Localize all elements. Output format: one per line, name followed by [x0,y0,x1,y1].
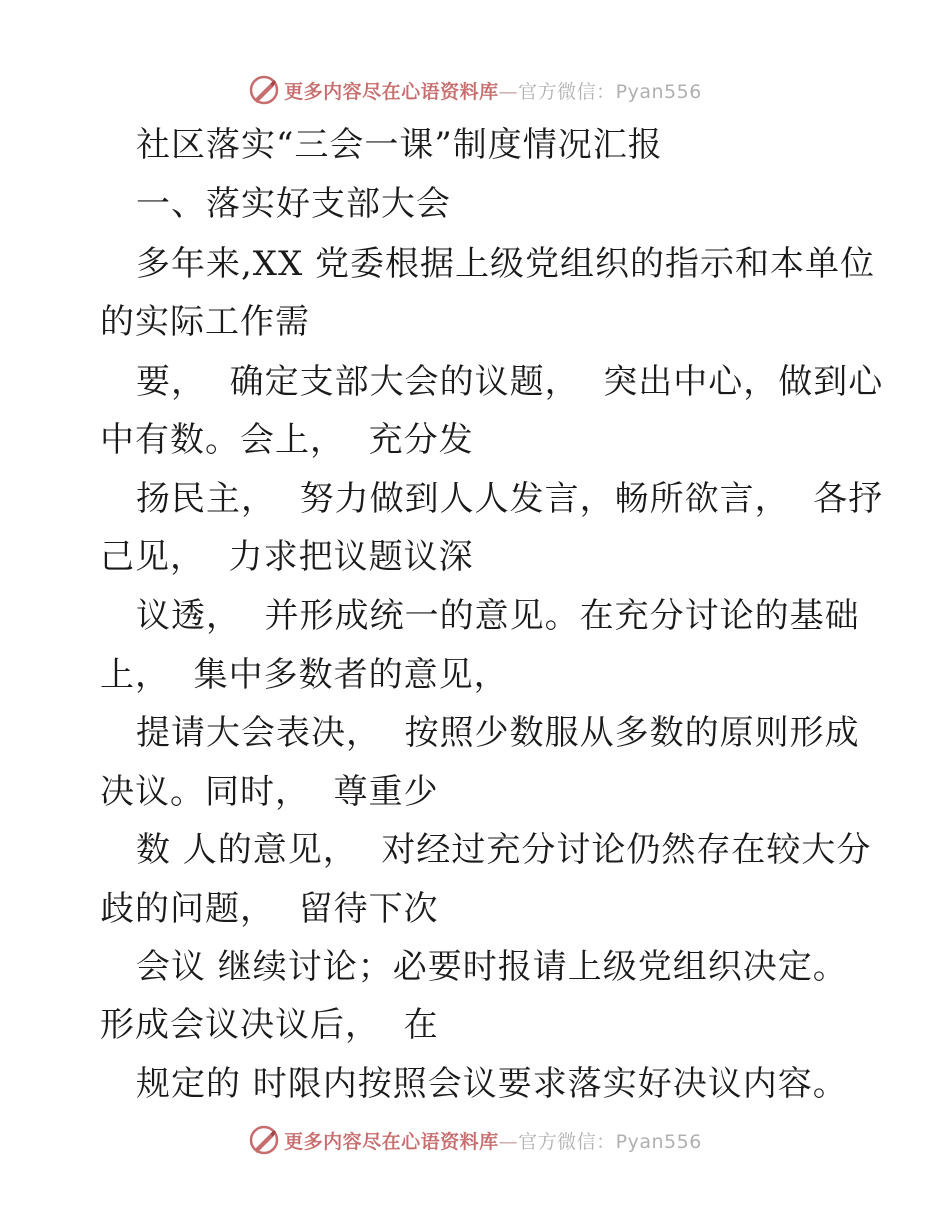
watermark-separator: — [498,80,519,103]
paragraph-line: 议透， 并形成统一的意见。在充分讨论的基础 [136,596,860,636]
paragraph-line: 会议 继续讨论；必要时报请上级党组织决定。 [136,947,848,987]
paragraph-line: 决议。同时， 尊重少 [100,772,439,812]
paragraph-line: 扬民主， 努力做到人人发言，畅所欲言， 各抒 [136,479,884,519]
watermark-main: 更多内容尽在心语资料库 [284,80,499,103]
section-heading: 一、落实好支部大会 [136,184,451,224]
paragraph-line: 数 人的意见， 对经过充分讨论仍然存在较大分 [136,830,872,870]
paragraph-line: 提请大会表决， 按照少数服从多数的原则形成 [136,713,860,753]
watermark-separator: — [498,1130,519,1153]
watermark-text [284,1127,702,1154]
watermark-wechat: 官方微信：Pyan556 [518,1130,702,1153]
paragraph-line: 要， 确定支部大会的议题， 突出中心，做到心 [136,362,884,402]
watermark-banner-bottom [0,1120,950,1160]
pen-logo-icon [248,1124,280,1156]
paragraph-line: 歧的问题， 留待下次 [100,889,439,929]
watermark-banner-top [0,70,950,110]
watermark-wechat: 官方微信：Pyan556 [518,80,702,103]
paragraph-line: 中有数。会上， 充分发 [100,420,474,460]
paragraph-line: 上， 集中多数者的意见， [100,655,509,695]
paragraph-line: 多年来,XX 党委根据上级党组织的指示和本单位 [136,244,876,284]
paragraph-line: 的实际工作需 [100,302,310,342]
paragraph-line: 己见， 力求把议题议深 [100,537,474,577]
paragraph-line: 规定的 时限内按照会议要求落实好决议内容。 [136,1064,848,1104]
watermark-text [284,77,702,104]
paragraph-line: 形成会议决议后， 在 [100,1005,439,1045]
watermark-main: 更多内容尽在心语资料库 [284,1130,499,1153]
document-title: 社区落实“三会一课”制度情况汇报 [136,125,663,165]
pen-logo-icon [248,74,280,106]
